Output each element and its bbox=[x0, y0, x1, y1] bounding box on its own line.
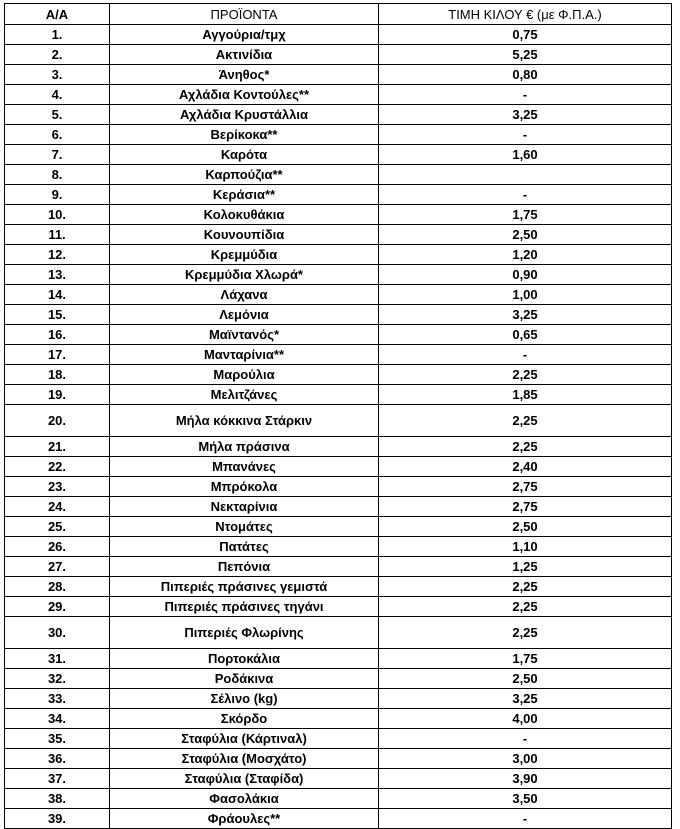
price-per-kilo-cell: 3,90 bbox=[379, 769, 672, 789]
price-per-kilo-cell: 2,40 bbox=[379, 457, 672, 477]
row-number-cell: 9. bbox=[5, 185, 110, 205]
price-per-kilo-cell: 2,25 bbox=[379, 617, 672, 649]
price-per-kilo-cell: 2,75 bbox=[379, 477, 672, 497]
table-row bbox=[5, 265, 672, 285]
row-number-cell: 26. bbox=[5, 537, 110, 557]
price-per-kilo-cell: 1,10 bbox=[379, 537, 672, 557]
product-name-cell: Νεκταρίνια bbox=[110, 497, 379, 517]
table-row bbox=[5, 25, 672, 45]
row-number-cell: 32. bbox=[5, 669, 110, 689]
row-number-cell: 7. bbox=[5, 145, 110, 165]
table-row bbox=[5, 405, 672, 437]
table-row bbox=[5, 649, 672, 669]
row-number-cell: 27. bbox=[5, 557, 110, 577]
row-number-cell: 11. bbox=[5, 225, 110, 245]
price-per-kilo-cell: 4,00 bbox=[379, 709, 672, 729]
table-row bbox=[5, 669, 672, 689]
product-name-cell: Σταφύλια (Κάρτιναλ) bbox=[110, 729, 379, 749]
table-row bbox=[5, 537, 672, 557]
price-per-kilo-cell: 2,25 bbox=[379, 437, 672, 457]
product-name-cell: Ντομάτες bbox=[110, 517, 379, 537]
row-number-cell: 1. bbox=[5, 25, 110, 45]
table-row bbox=[5, 245, 672, 265]
price-per-kilo-cell: 3,50 bbox=[379, 789, 672, 809]
row-number-cell: 5. bbox=[5, 105, 110, 125]
table-row bbox=[5, 477, 672, 497]
price-per-kilo-cell: - bbox=[379, 345, 672, 365]
product-name-cell: Πιπεριές πράσινες τηγάνι bbox=[110, 597, 379, 617]
table-row bbox=[5, 749, 672, 769]
price-per-kilo-cell: 2,50 bbox=[379, 225, 672, 245]
price-per-kilo-cell: 3,25 bbox=[379, 305, 672, 325]
column-header-product: ΠΡΟΪΟΝΤΑ bbox=[110, 4, 379, 25]
price-per-kilo-cell: 2,25 bbox=[379, 577, 672, 597]
product-name-cell: Αγγούρια/τμχ bbox=[110, 25, 379, 45]
product-name-cell: Μαϊντανός* bbox=[110, 325, 379, 345]
row-number-cell: 23. bbox=[5, 477, 110, 497]
product-name-cell: Λάχανα bbox=[110, 285, 379, 305]
table-row bbox=[5, 225, 672, 245]
product-name-cell: Σταφύλια (Μοσχάτο) bbox=[110, 749, 379, 769]
price-list-sheet bbox=[4, 3, 672, 829]
row-number-cell: 16. bbox=[5, 325, 110, 345]
table-row bbox=[5, 85, 672, 105]
product-name-cell: Μελιτζάνες bbox=[110, 385, 379, 405]
price-per-kilo-cell: 3,25 bbox=[379, 689, 672, 709]
table-row bbox=[5, 305, 672, 325]
table-row bbox=[5, 437, 672, 457]
price-per-kilo-cell: 2,50 bbox=[379, 517, 672, 537]
column-header-price: ΤΙΜΗ ΚΙΛΟΥ € (με Φ.Π.Α.) bbox=[379, 4, 672, 25]
table-body bbox=[5, 25, 672, 829]
table-row bbox=[5, 345, 672, 365]
product-name-cell: Φασολάκια bbox=[110, 789, 379, 809]
product-name-cell: Μπανάνες bbox=[110, 457, 379, 477]
table-header-row bbox=[5, 4, 672, 25]
row-number-cell: 12. bbox=[5, 245, 110, 265]
row-number-cell: 39. bbox=[5, 809, 110, 829]
price-per-kilo-cell: 2,50 bbox=[379, 669, 672, 689]
product-name-cell: Ακτινίδια bbox=[110, 45, 379, 65]
row-number-cell: 28. bbox=[5, 577, 110, 597]
price-per-kilo-cell: 1,85 bbox=[379, 385, 672, 405]
table-row bbox=[5, 325, 672, 345]
price-per-kilo-cell: 1,00 bbox=[379, 285, 672, 305]
row-number-cell: 31. bbox=[5, 649, 110, 669]
row-number-cell: 35. bbox=[5, 729, 110, 749]
row-number-cell: 3. bbox=[5, 65, 110, 85]
product-name-cell: Πατάτες bbox=[110, 537, 379, 557]
product-name-cell: Πεπόνια bbox=[110, 557, 379, 577]
product-name-cell: Καρότα bbox=[110, 145, 379, 165]
column-header-number: Α/Α bbox=[5, 4, 110, 25]
table-row bbox=[5, 385, 672, 405]
table-row bbox=[5, 125, 672, 145]
price-per-kilo-cell: 0,65 bbox=[379, 325, 672, 345]
row-number-cell: 18. bbox=[5, 365, 110, 385]
table-row bbox=[5, 497, 672, 517]
product-name-cell: Άνηθος* bbox=[110, 65, 379, 85]
row-number-cell: 8. bbox=[5, 165, 110, 185]
product-name-cell: Αχλάδια Κρυστάλλια bbox=[110, 105, 379, 125]
price-per-kilo-cell: 2,25 bbox=[379, 597, 672, 617]
table-row bbox=[5, 769, 672, 789]
product-name-cell: Σκόρδο bbox=[110, 709, 379, 729]
row-number-cell: 10. bbox=[5, 205, 110, 225]
table-row bbox=[5, 285, 672, 305]
price-per-kilo-cell: 1,75 bbox=[379, 205, 672, 225]
price-per-kilo-cell: - bbox=[379, 729, 672, 749]
product-name-cell: Αχλάδια Κοντούλες** bbox=[110, 85, 379, 105]
price-per-kilo-cell: - bbox=[379, 85, 672, 105]
table-row bbox=[5, 597, 672, 617]
price-per-kilo-cell: 1,75 bbox=[379, 649, 672, 669]
product-name-cell: Σέλινο (kg) bbox=[110, 689, 379, 709]
product-name-cell: Λεμόνια bbox=[110, 305, 379, 325]
table-row bbox=[5, 145, 672, 165]
row-number-cell: 38. bbox=[5, 789, 110, 809]
product-name-cell: Κρεμμύδια bbox=[110, 245, 379, 265]
row-number-cell: 21. bbox=[5, 437, 110, 457]
product-name-cell: Κρεμμύδια Χλωρά* bbox=[110, 265, 379, 285]
product-name-cell: Μήλα πράσινα bbox=[110, 437, 379, 457]
price-per-kilo-cell: 1,25 bbox=[379, 557, 672, 577]
table-row bbox=[5, 205, 672, 225]
table-row bbox=[5, 457, 672, 477]
row-number-cell: 25. bbox=[5, 517, 110, 537]
table-row bbox=[5, 65, 672, 85]
row-number-cell: 13. bbox=[5, 265, 110, 285]
row-number-cell: 19. bbox=[5, 385, 110, 405]
price-per-kilo-cell: - bbox=[379, 185, 672, 205]
row-number-cell: 34. bbox=[5, 709, 110, 729]
table-row bbox=[5, 517, 672, 537]
row-number-cell: 4. bbox=[5, 85, 110, 105]
table-row bbox=[5, 165, 672, 185]
table-row bbox=[5, 105, 672, 125]
table-row bbox=[5, 577, 672, 597]
row-number-cell: 15. bbox=[5, 305, 110, 325]
row-number-cell: 22. bbox=[5, 457, 110, 477]
row-number-cell: 6. bbox=[5, 125, 110, 145]
product-name-cell: Σταφύλια (Σταφίδα) bbox=[110, 769, 379, 789]
table-row bbox=[5, 729, 672, 749]
row-number-cell: 17. bbox=[5, 345, 110, 365]
row-number-cell: 36. bbox=[5, 749, 110, 769]
product-name-cell: Κουνουπίδια bbox=[110, 225, 379, 245]
table-row bbox=[5, 789, 672, 809]
row-number-cell: 37. bbox=[5, 769, 110, 789]
price-table bbox=[4, 3, 672, 829]
product-name-cell: Μανταρίνια** bbox=[110, 345, 379, 365]
price-per-kilo-cell: 2,25 bbox=[379, 365, 672, 385]
product-name-cell: Πιπεριές πράσινες γεμιστά bbox=[110, 577, 379, 597]
row-number-cell: 24. bbox=[5, 497, 110, 517]
product-name-cell: Κεράσια** bbox=[110, 185, 379, 205]
row-number-cell: 2. bbox=[5, 45, 110, 65]
price-per-kilo-cell: - bbox=[379, 125, 672, 145]
product-name-cell: Καρπούζια** bbox=[110, 165, 379, 185]
table-row bbox=[5, 45, 672, 65]
price-per-kilo-cell: 1,20 bbox=[379, 245, 672, 265]
product-name-cell: Βερίκοκα** bbox=[110, 125, 379, 145]
price-per-kilo-cell: 0,90 bbox=[379, 265, 672, 285]
table-row bbox=[5, 185, 672, 205]
row-number-cell: 30. bbox=[5, 617, 110, 649]
table-row bbox=[5, 365, 672, 385]
product-name-cell: Μήλα κόκκινα Στάρκιν bbox=[110, 405, 379, 437]
price-per-kilo-cell: 2,75 bbox=[379, 497, 672, 517]
table-row bbox=[5, 617, 672, 649]
price-per-kilo-cell: - bbox=[379, 809, 672, 829]
product-name-cell: Πιπεριές Φλωρίνης bbox=[110, 617, 379, 649]
product-name-cell: Κολοκυθάκια bbox=[110, 205, 379, 225]
price-per-kilo-cell: 3,25 bbox=[379, 105, 672, 125]
row-number-cell: 20. bbox=[5, 405, 110, 437]
product-name-cell: Ροδάκινα bbox=[110, 669, 379, 689]
row-number-cell: 29. bbox=[5, 597, 110, 617]
price-per-kilo-cell bbox=[379, 165, 672, 185]
product-name-cell: Πορτοκάλια bbox=[110, 649, 379, 669]
price-per-kilo-cell: 5,25 bbox=[379, 45, 672, 65]
price-per-kilo-cell: 0,75 bbox=[379, 25, 672, 45]
price-per-kilo-cell: 2,25 bbox=[379, 405, 672, 437]
row-number-cell: 33. bbox=[5, 689, 110, 709]
table-row bbox=[5, 709, 672, 729]
product-name-cell: Μαρούλια bbox=[110, 365, 379, 385]
table-row bbox=[5, 689, 672, 709]
price-per-kilo-cell: 1,60 bbox=[379, 145, 672, 165]
price-per-kilo-cell: 3,00 bbox=[379, 749, 672, 769]
table-row bbox=[5, 809, 672, 829]
product-name-cell: Φράουλες** bbox=[110, 809, 379, 829]
product-name-cell: Μπρόκολα bbox=[110, 477, 379, 497]
table-row bbox=[5, 557, 672, 577]
price-per-kilo-cell: 0,80 bbox=[379, 65, 672, 85]
row-number-cell: 14. bbox=[5, 285, 110, 305]
